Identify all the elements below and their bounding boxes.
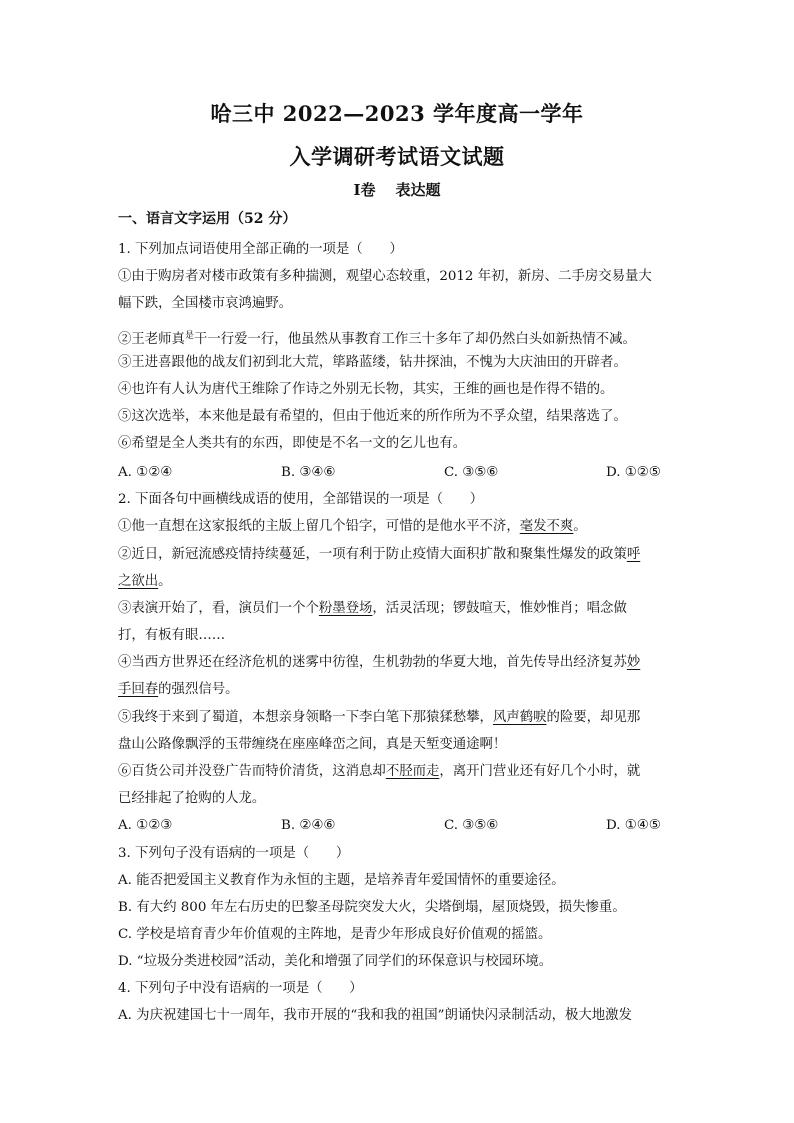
q2-option-b: B. ②④⑥ <box>281 818 336 833</box>
q1-option-c: C. ③⑤⑥ <box>444 465 499 480</box>
volume-name: 表达题 <box>395 181 441 199</box>
q2-line <box>118 681 239 699</box>
q2-text: 的强烈信号。 <box>158 682 239 697</box>
q1-item: 幅下跌，全国楼市哀鸿遍野。 <box>118 296 293 311</box>
q1-item: ③王进喜跟他的战友们初到北大荒，筚路蓝缕，钻井探油，不愧为大庆油田的开辟者。 <box>118 355 627 370</box>
q4-option-a: A. 为庆祝建国七十一周年，我市开展的“我和我的祖国”朗诵快闪录制活动，极大地激发 <box>118 1008 632 1023</box>
q1-stem: 1. 下列加点词语使用全部正确的一项是（ ） <box>118 242 403 257</box>
q2-line <box>118 709 640 727</box>
q2-text: ③表演开始了，看，演员们一个个 <box>118 601 319 616</box>
section-heading: 一、语言文字运用（52 分） <box>118 211 297 227</box>
q2-line: 盘山公路像飘浮的玉带缠绕在座座峰峦之间，真是天堑变通途啊！ <box>118 737 507 752</box>
exam-title-line1: 哈三中 2022—2023 学年度高一学年 <box>210 101 584 126</box>
q2-text: ，活灵活现；锣鼓喧天，惟妙惟肖；唱念做 <box>372 601 627 616</box>
q2-text: ⑤我终于来到了蜀道，本想亲身领略一下李白笔下那猿猱愁攀， <box>118 710 493 725</box>
q2-text: ，离开门营业还有好几个小时，就 <box>439 764 641 779</box>
q1-item <box>118 327 636 349</box>
q3-option-a: A. 能否把爱国主义教育作为永恒的主题，是培养青年爱国情怀的重要途径。 <box>118 873 565 888</box>
q1-item: ①由于购房者对楼市政策有多种揣测，观望心态较重，2012 年初，新房、二手房交易量大 <box>118 269 652 284</box>
q2-line: 已经排起了抢购的人龙。 <box>118 791 266 806</box>
q2-option-d: D. ①④⑤ <box>606 818 661 833</box>
q1-item: ⑤这次选举，本来他是最有希望的，但由于他近来的所作所为不孚众望，结果落选了。 <box>118 409 627 424</box>
q3-option-c: C. 学校是培育青少年价值观的主阵地，是青少年形成良好价值观的摇篮。 <box>118 927 552 942</box>
q2-line <box>118 546 640 564</box>
q2-underlined-idiom: 粉墨登场 <box>318 601 373 616</box>
q2-underlined-idiom: 风声鹤唳 <box>492 710 547 725</box>
q2-underlined-idiom: 之欲出 <box>118 574 159 589</box>
q4-stem: 4. 下列句子中没有语病的一项是（ ） <box>118 981 363 996</box>
q2-text: 。 <box>158 574 172 589</box>
q2-option-a: A. ①②③ <box>118 818 173 833</box>
q2-text: ⑥百货公司并没登广告而特价清货，这消息却 <box>118 764 386 779</box>
q2-line <box>118 518 587 536</box>
volume-label <box>0 179 794 200</box>
q2-underlined-idiom: 不胫而走 <box>385 764 440 779</box>
q3-option-b: B. 有大约 800 年左右历史的巴黎圣母院突发大火，尖塔倒塌，屋顶烧毁，损失惨重。 <box>118 900 626 915</box>
q2-line: 打，有板有眼…… <box>118 628 226 643</box>
q1-item2-rest: 干一行爱一行，他虽然从事教育工作三十多年了却仍然白头如新热情不减。 <box>193 332 636 347</box>
q2-text: 的险要，却见那 <box>546 710 641 725</box>
q2-line <box>118 763 640 781</box>
q2-text: ①他一直想在这家报纸的主版上留几个铅字，可惜的是他水平不济， <box>118 519 520 534</box>
q2-text: ②近日，新冠流感疫情持续蔓延，一项有利于防止疫情大面积扩散和聚集性爆发的政策 <box>118 547 627 562</box>
q2-underlined-idiom: 呼 <box>626 547 641 562</box>
q2-underlined-idiom: 妙 <box>626 655 641 670</box>
q1-option-a: A. ①②④ <box>118 465 173 480</box>
q3-stem: 3. 下列句子没有语病的一项是（ ） <box>118 846 350 861</box>
q2-option-c: C. ③⑤⑥ <box>444 818 499 833</box>
q2-text: ④当西方世界还在经济危机的迷雾中彷徨，生机勃勃的华夏大地，首先传导出经济复苏 <box>118 655 627 670</box>
q1-item: ⑥希望是全人类共有的东西，即使是不名一文的乞儿也有。 <box>118 436 467 451</box>
q1-option-b: B. ③④⑥ <box>281 465 336 480</box>
q2-line <box>118 573 172 591</box>
exam-title-line2: 入学调研考试语文试题 <box>289 144 505 169</box>
q3-option-d: D. “垃圾分类进校园”活动，美化和增强了同学们的环保意识与校园环境。 <box>118 954 553 969</box>
q2-underlined-idiom: 毫发不爽 <box>519 519 574 534</box>
q2-line <box>118 654 640 672</box>
q2-text: 。 <box>573 519 587 534</box>
volume-number: Ⅰ卷 <box>353 181 376 199</box>
q1-item: ④也许有人认为唐代王维除了作诗之外别无长物，其实，王维的画也是作得不错的。 <box>118 382 614 397</box>
q1-option-d: D. ①②⑤ <box>606 465 661 480</box>
q2-stem: 2. 下面各句中画横线成语的使用，全部错误的一项是（ ） <box>118 492 484 507</box>
q2-underlined-idiom: 手回春 <box>118 682 159 697</box>
q1-item2-raised-char: 是 <box>184 331 194 341</box>
q2-line <box>118 600 627 618</box>
q1-item2-start: ②王老师真 <box>118 332 185 347</box>
